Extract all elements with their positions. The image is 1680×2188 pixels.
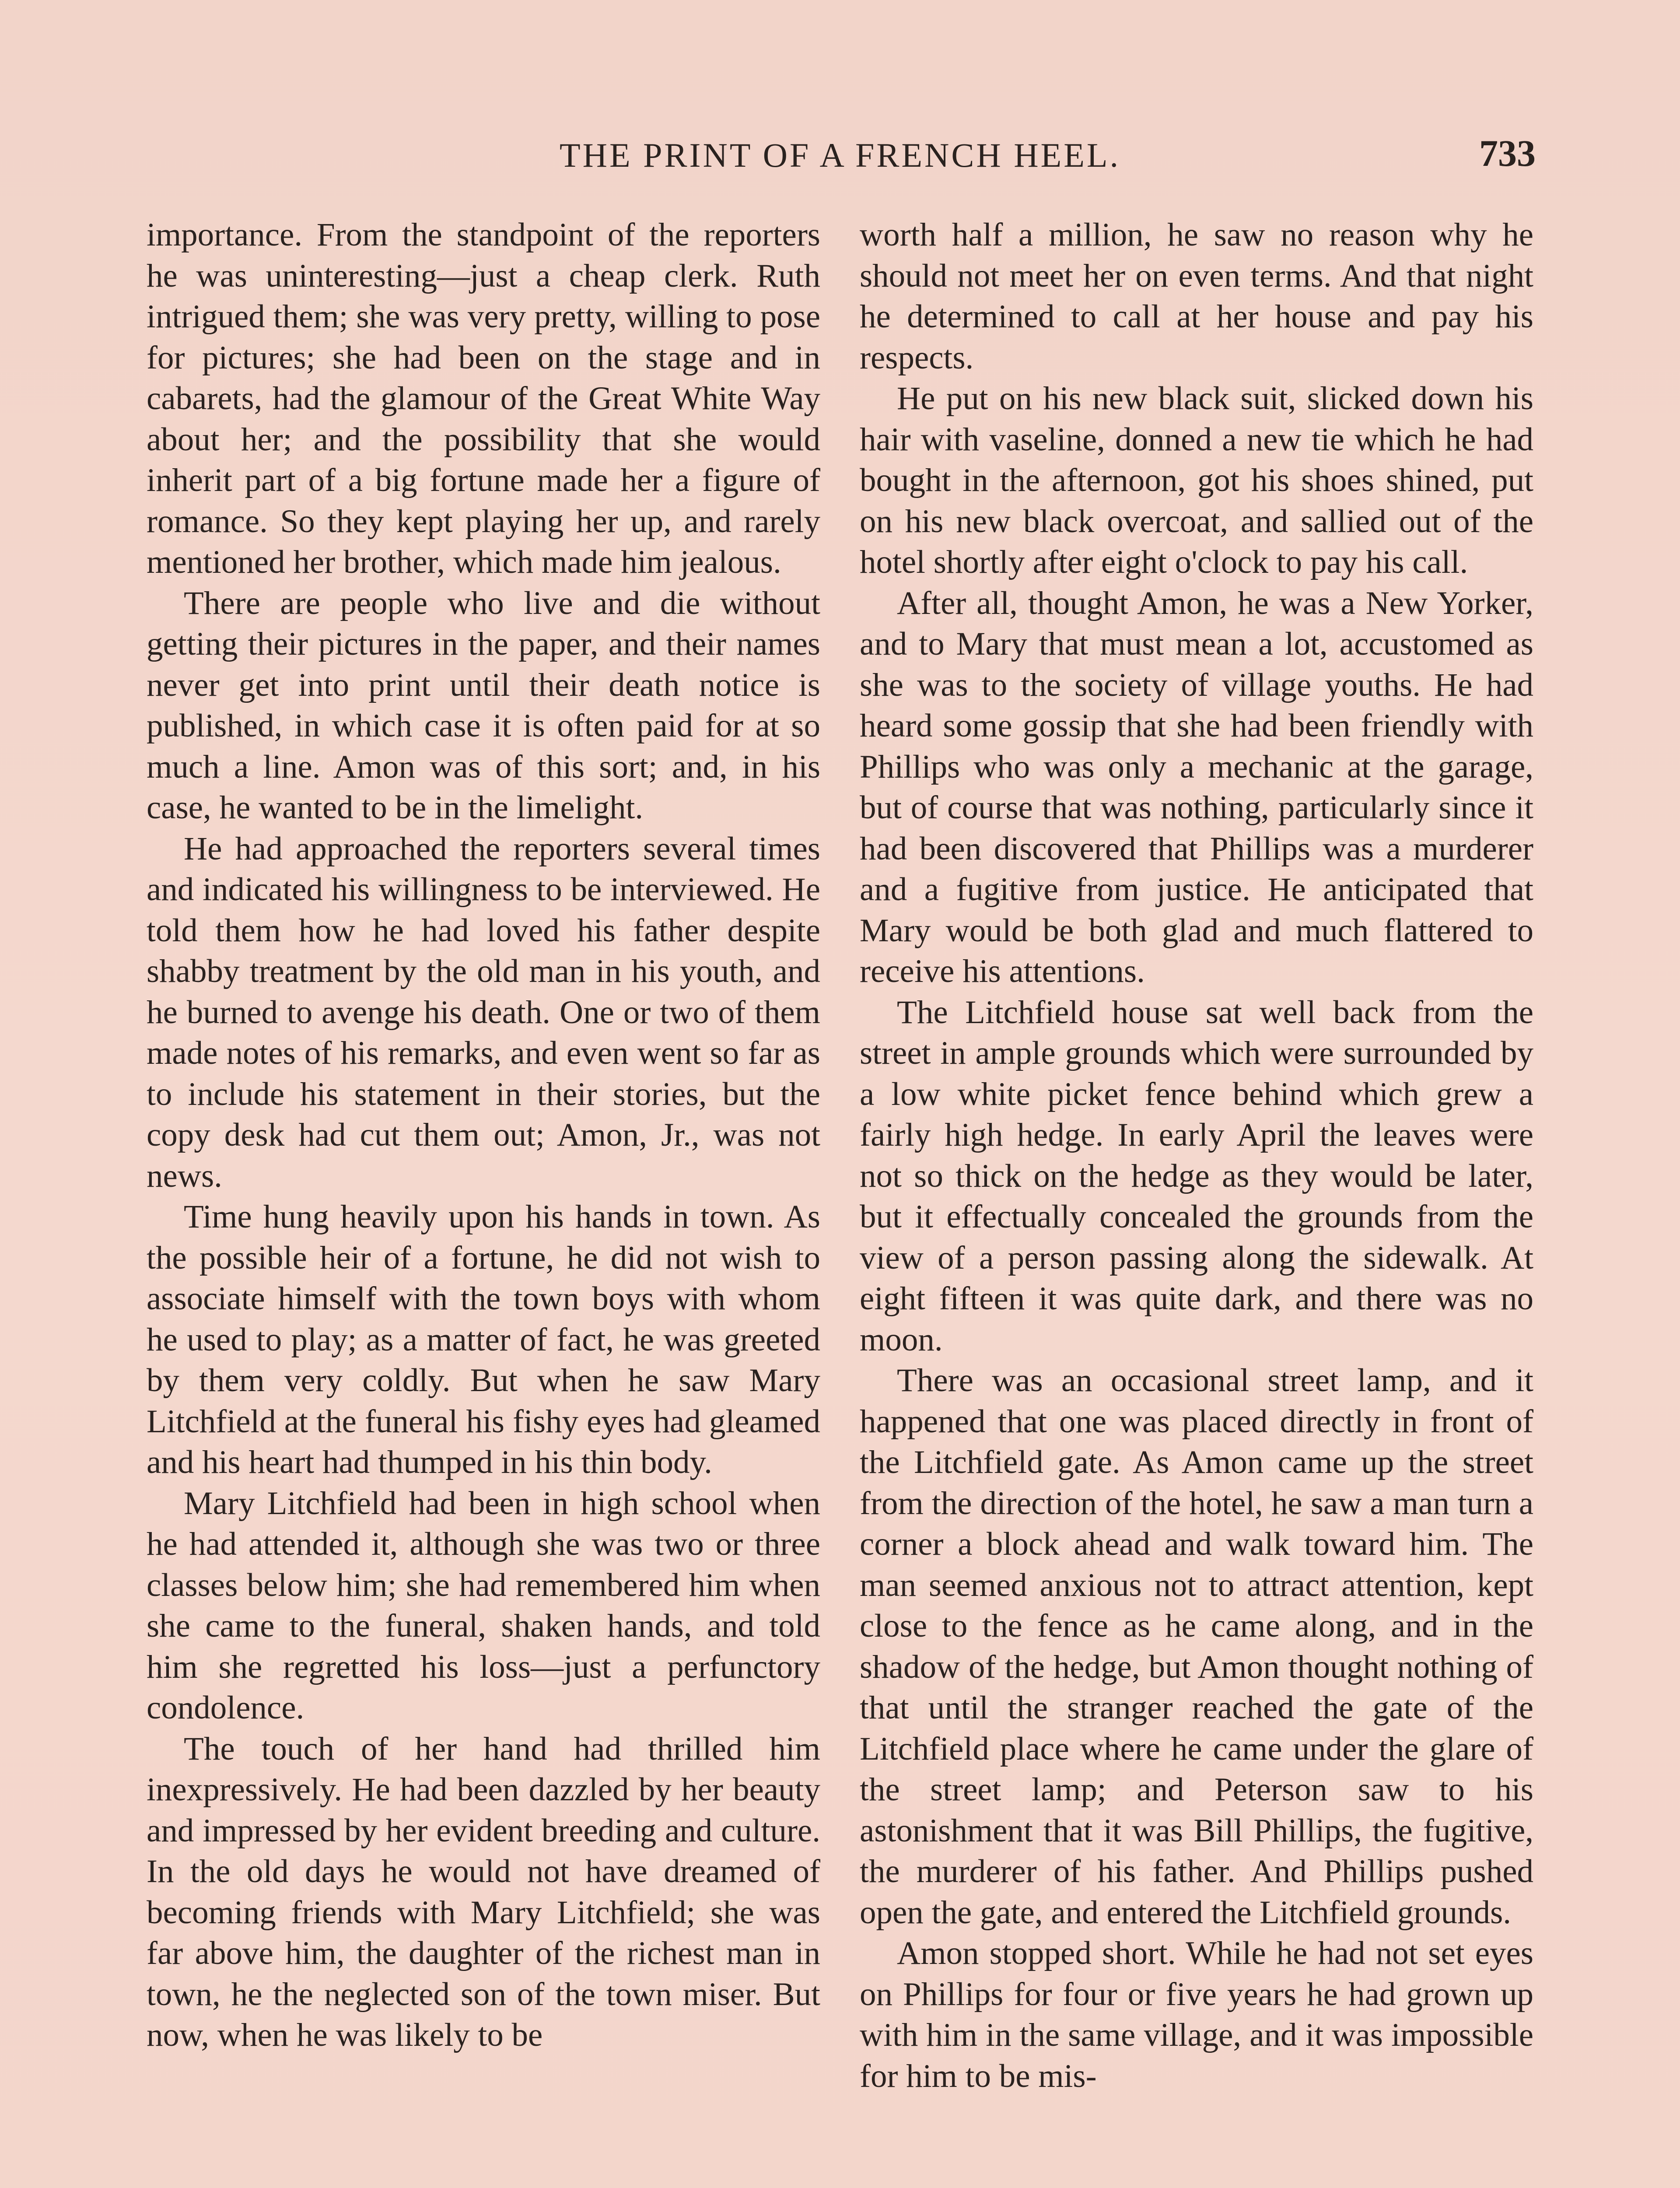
paragraph: He had approached the reporters several times and indicated his willingness to be interviewed. He told them how he had loved his father despite shabby treatment by the old man in his youth, and he burned to avenge his death. One or two of them made notes of his remarks, and even went so far as to include his statement in their stories, but the copy desk had cut them out; Amon, Jr., was not news. bbox=[147, 830, 820, 1194]
paragraph: Mary Litchfield had been in high school when he had attended it, although she was two or three classes below him; she had remembered him when she came to the funeral, shaken hands, and told him she regretted his loss—just a perfunctory condolence. bbox=[147, 1485, 820, 1726]
right-column bbox=[860, 214, 1533, 2097]
paragraph: importance. From the standpoint of the reporters he was uninteresting—just a cheap clerk. Ruth intrigued them; she was very pretty, willing to pose for pictures; she had been on the stage and in cabarets, had the glamour of the Great White Way about her; and the possibility that she would inherit part of a big fortune made her a figure of romance. So they kept playing her up, and rarely mentioned her brother, which made him jealous. bbox=[147, 217, 820, 580]
paragraph: The Litchfield house sat well back from the street in ample grounds which were surrounded by a low white picket fence behind which grew a fairly high hedge. In early April the leaves were not so thick on the hedge as they would be later, but it effectually concealed the grounds from the view of a person passing along the sidewalk. At eight fifteen it was quite dark, and there was no moon. bbox=[860, 994, 1533, 1358]
page-header bbox=[144, 131, 1536, 193]
paragraph: Time hung heavily upon his hands in town. As the possible heir of a fortune, he did not wish to associate himself with the town boys with whom he used to play; as a matter of fact, he was greeted by them very coldly. But when he saw Mary Litchfield at the funeral his fishy eyes had gleamed and his heart had thumped in his thin body. bbox=[147, 1199, 820, 1480]
running-title: THE PRINT OF A FRENCH HEEL. bbox=[560, 136, 1120, 174]
paragraph: There was an occasional street lamp, and it happened that one was placed directly in front of the Litchfield gate. As Amon came up the street from the direction of the hotel, he saw a man turn a corner a block ahead and walk toward him. The man seemed anxious not to attract attention, kept close to the fence as he came along, and in the shadow of the hedge, but Amon thought nothing of that until the stranger reached the gate of the Litchfield place where he came under the glare of the street lamp; and Peterson saw to his astonishment that it was Bill Phillips, the fugitive, the murderer of his father. And Phillips pushed open the gate, and entered the Litchfield grounds. bbox=[860, 1362, 1533, 1931]
paragraph: He put on his new black suit, slicked down his hair with vaseline, donned a new tie which he had bought in the afternoon, got his shoes shined, put on his new black overcoat, and sallied out of the hotel shortly after eight o'clock to pay his call. bbox=[860, 380, 1533, 580]
paragraph: Amon stopped short. While he had not set eyes on Phillips for four or five years he had grown up with him in the same village, and it was impossible for him to be mis- bbox=[860, 1935, 1533, 2094]
paragraph: The touch of her hand had thrilled him inexpressively. He had been dazzled by her beauty and impressed by her evident breeding and culture. In the old days he would not have dreamed of becoming friends with Mary Litchfield; she was far above him, the daughter of the richest man in town, he the neglected son of the town miser. But now, when he was likely to be bbox=[147, 1730, 820, 2053]
paragraph: worth half a million, he saw no reason why he should not meet her on even terms. And that night he determined to call at her house and pay his respects. bbox=[860, 217, 1533, 376]
left-column bbox=[147, 214, 820, 2056]
page-number: 733 bbox=[1479, 132, 1536, 174]
paragraph: After all, thought Amon, he was a New Yorker, and to Mary that must mean a lot, accustomed as she was to the society of village youths. He had heard some gossip that she had been friendly with Phillips who was only a mechanic at the garage, but of course that was nothing, particularly since it had been discovered that Phillips was a murderer and a fugitive from justice. He anticipated that Mary would be both glad and much flattered to receive his attentions. bbox=[860, 585, 1533, 989]
paragraph: There are people who live and die without getting their pictures in the paper, and their names never get into print until their death notice is published, in which case it is often paid for at so much a line. Amon was of this sort; and, in his case, he wanted to be in the limelight. bbox=[147, 585, 820, 826]
